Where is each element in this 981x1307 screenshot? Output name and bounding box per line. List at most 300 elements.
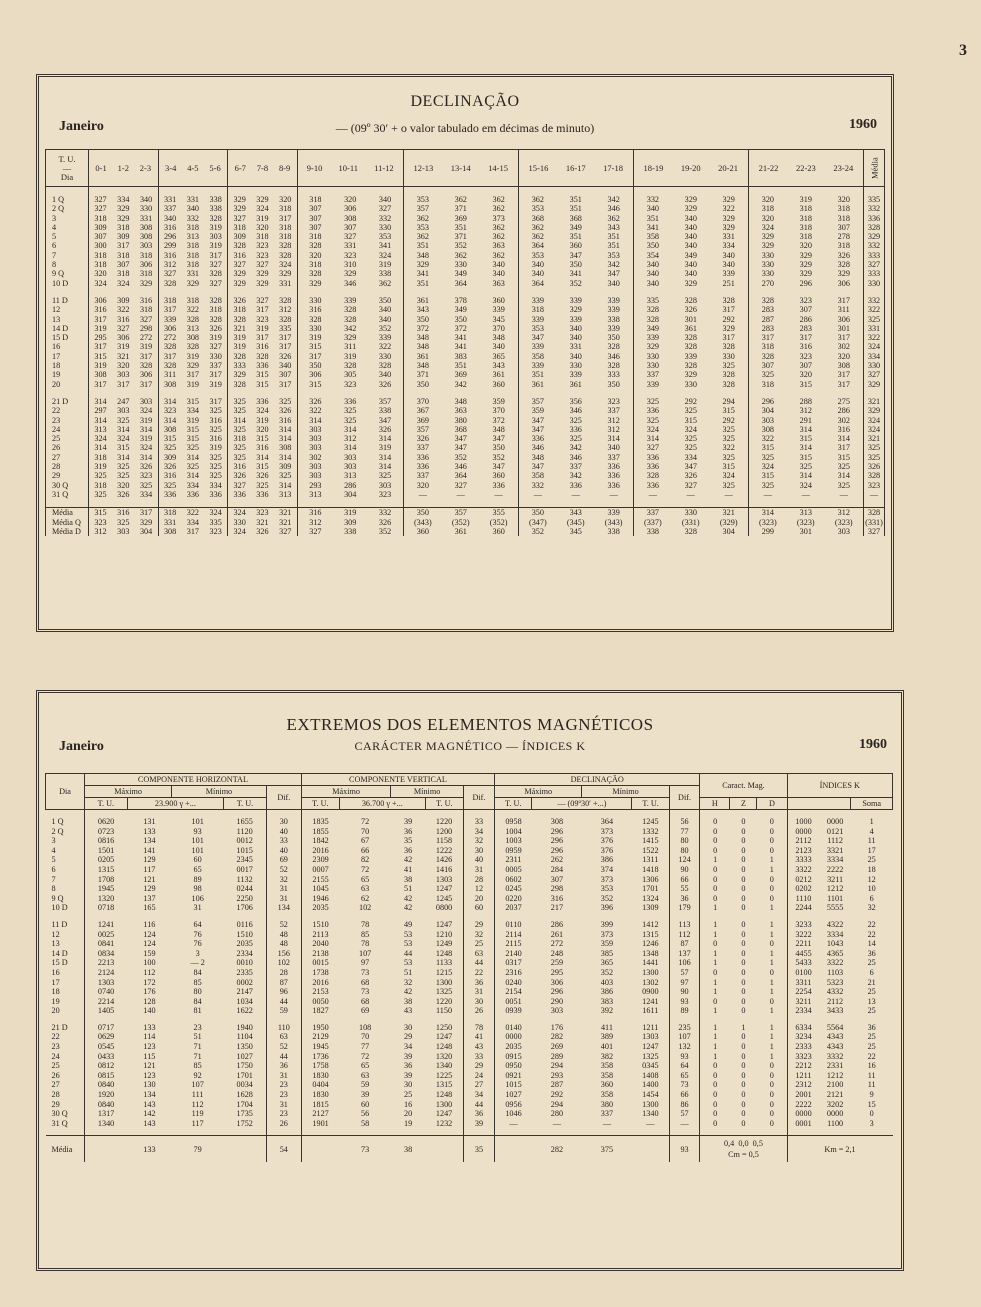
day-row xyxy=(46,305,885,314)
day-row xyxy=(46,443,885,452)
value-cell: 319 xyxy=(209,333,222,343)
value-cell: 327 xyxy=(209,278,222,288)
value-cell: 309 xyxy=(117,295,130,305)
day-label: 31 Q xyxy=(46,490,89,499)
value-cell: 31 xyxy=(193,903,202,913)
declination-month: Janeiro xyxy=(59,119,104,134)
day-label: 29 xyxy=(46,471,89,480)
hour-label: 7-8 xyxy=(256,163,269,173)
value-cell: 85 xyxy=(361,929,370,939)
value-cell: 0 xyxy=(769,939,774,949)
value-cell: 319 xyxy=(228,342,252,351)
value-cell: 353 xyxy=(518,251,557,260)
value-cell: 318 xyxy=(89,214,113,223)
value-cell: 306 xyxy=(158,324,182,333)
value-cell: 360 xyxy=(492,379,505,389)
value-cell: — xyxy=(495,1119,532,1129)
carac-d: D xyxy=(757,798,787,810)
value-cell: 350 xyxy=(403,380,442,389)
value-cell: 0 xyxy=(769,996,774,1006)
value-cell: 329 xyxy=(684,195,697,204)
value-cell: 341 xyxy=(633,223,672,232)
value-cell: 322 xyxy=(117,305,130,315)
value-cell: 315 xyxy=(722,462,735,472)
value-cell: 123 xyxy=(143,1042,156,1052)
value-cell: 319 xyxy=(89,324,113,333)
value-cell: 30 xyxy=(463,997,494,1007)
day-row xyxy=(46,223,885,232)
indices-blank xyxy=(787,798,851,810)
value-cell: 386 xyxy=(600,987,614,997)
day-row xyxy=(46,416,885,425)
value-cell: 328 xyxy=(633,471,672,480)
value-cell: 4332 xyxy=(826,987,844,997)
day-label: Média xyxy=(46,508,89,518)
value-cell: 338 xyxy=(378,269,392,279)
value-cell: 326 xyxy=(378,424,392,434)
value-cell: 1015 xyxy=(495,1080,532,1090)
value-cell: 2214 xyxy=(85,997,128,1007)
value-cell: 0000 xyxy=(826,1109,844,1119)
value-cell: 4 xyxy=(869,826,874,836)
value-cell: 33 xyxy=(463,1052,494,1062)
value-cell: 340 xyxy=(633,260,672,269)
value-cell: 329 xyxy=(864,406,885,415)
value-cell: 0 xyxy=(769,1118,774,1128)
value-cell: 129 xyxy=(143,855,156,865)
value-cell: 1027 xyxy=(495,1090,532,1100)
value-cell: 32 xyxy=(266,875,301,885)
value-cell: 66 xyxy=(669,1090,700,1100)
value-cell: 351 xyxy=(569,195,582,204)
value-cell: 346 xyxy=(607,204,620,214)
day-label: 23 xyxy=(46,416,89,425)
value-cell: 396 xyxy=(600,903,614,913)
day-label: 1 Q xyxy=(46,195,89,204)
value-cell: 368 xyxy=(454,424,467,434)
value-cell: 1 xyxy=(700,1006,730,1016)
value-cell: 78 xyxy=(463,1023,494,1033)
day-row xyxy=(46,315,885,324)
value-cell: 347 xyxy=(454,443,467,453)
value-cell: 322 xyxy=(748,434,787,443)
day-label: 28 xyxy=(51,1090,60,1100)
value-cell: 323 xyxy=(158,406,182,415)
value-cell: 326 xyxy=(228,471,252,480)
value-cell: 318 xyxy=(139,269,153,279)
day-row xyxy=(46,1100,893,1110)
value-cell: 293 xyxy=(297,481,333,490)
value-cell: 296 xyxy=(550,987,564,997)
day-row xyxy=(46,817,893,827)
value-cell: 1405 xyxy=(85,1006,128,1016)
value-cell: 368 xyxy=(569,213,582,223)
value-cell: 1340 xyxy=(642,1109,659,1119)
value-cell: 1249 xyxy=(435,939,453,949)
value-cell: 1303 xyxy=(642,1032,659,1042)
value-cell: — xyxy=(602,1118,612,1128)
value-cell: 52 xyxy=(266,865,301,875)
value-cell: 385 xyxy=(600,948,614,958)
value-cell: 1003 xyxy=(495,836,532,846)
value-cell: 325 xyxy=(209,471,222,481)
value-cell: 102 xyxy=(266,958,301,968)
value-cell: 326 xyxy=(209,323,222,333)
value-cell: 320 xyxy=(748,214,787,223)
value-cell: 318 xyxy=(748,204,787,213)
value-cell: 325 xyxy=(228,443,252,452)
value-cell: 323 xyxy=(864,481,885,490)
value-cell: 1835 xyxy=(301,817,339,827)
day-label: 23 xyxy=(51,1042,60,1052)
value-cell: 269 xyxy=(550,1042,564,1052)
value-cell: 329 xyxy=(117,204,130,214)
value-cell: 2040 xyxy=(301,939,339,949)
value-cell: 0034 xyxy=(236,1080,253,1090)
value-cell: 0051 xyxy=(495,997,532,1007)
value-cell: 328 xyxy=(158,279,182,288)
value-cell: 23 xyxy=(266,1080,301,1090)
value-cell: 383 xyxy=(454,351,467,361)
value-cell: 325 xyxy=(279,471,292,481)
value-cell: 42 xyxy=(404,855,413,865)
value-cell: 15 xyxy=(867,1099,876,1109)
value-cell: 316 xyxy=(256,443,269,453)
value-cell: 1 xyxy=(769,1042,774,1052)
value-cell: (352) xyxy=(451,517,470,527)
value-cell: 78 xyxy=(361,939,370,949)
value-cell: 2113 xyxy=(301,930,339,940)
value-cell: 350 xyxy=(607,379,620,389)
value-cell: 0 xyxy=(769,893,774,903)
value-cell: 316 xyxy=(228,462,252,471)
value-cell: 316 xyxy=(279,415,292,425)
value-cell: 347 xyxy=(518,333,557,342)
value-cell: 1340 xyxy=(435,1061,453,1071)
value-cell: 314 xyxy=(158,416,182,425)
value-cell: 318 xyxy=(89,453,113,462)
value-cell: 351 xyxy=(403,279,442,288)
value-cell: 117 xyxy=(143,864,156,874)
value-cell: 360 xyxy=(569,241,582,251)
value-cell: 318 xyxy=(158,296,182,305)
value-cell: 320 xyxy=(256,424,269,434)
value-cell: 331 xyxy=(722,232,735,242)
value-cell: 0244 xyxy=(236,884,253,894)
value-cell: 328 xyxy=(722,370,735,380)
value-cell: 140 xyxy=(143,1006,156,1016)
value-cell: 296 xyxy=(799,278,812,288)
value-cell: 321 xyxy=(864,397,885,406)
value-cell: 318 xyxy=(297,195,333,204)
value-cell: 348 xyxy=(403,361,442,370)
day-label: 24 xyxy=(46,425,89,434)
value-cell: 329 xyxy=(117,213,130,223)
hour-group-1 xyxy=(89,150,159,187)
value-cell: 314 xyxy=(799,443,812,453)
value-cell: 58 xyxy=(361,1118,370,1128)
value-cell: 1706 xyxy=(236,903,253,913)
value-cell: 1628 xyxy=(236,1090,253,1100)
value-cell: 11 xyxy=(867,1080,876,1090)
value-cell: 43 xyxy=(404,1006,413,1016)
value-cell: 0 xyxy=(700,1100,730,1110)
value-cell: 317 xyxy=(256,305,269,315)
value-cell: 2334 xyxy=(787,1006,819,1016)
value-cell: 372 xyxy=(454,323,467,333)
value-cell: 0 xyxy=(700,1071,730,1081)
value-cell: 314 xyxy=(748,508,787,518)
value-cell: 333 xyxy=(607,370,620,380)
value-cell: 93 xyxy=(193,826,202,836)
value-cell: 362 xyxy=(403,214,442,223)
value-cell: 6 xyxy=(869,967,874,977)
value-cell: 87 xyxy=(266,978,301,988)
value-cell: 365 xyxy=(600,958,614,968)
value-cell: 2121 xyxy=(826,1090,844,1100)
value-cell: 351 xyxy=(454,222,467,232)
value-cell: 329 xyxy=(228,279,252,288)
day-label: 4 xyxy=(46,223,89,232)
value-cell: 0840 xyxy=(85,1080,128,1090)
value-cell: 327 xyxy=(633,443,672,452)
value-cell: 319 xyxy=(378,443,392,453)
value-cell: 332 xyxy=(378,213,392,223)
value-cell: 0220 xyxy=(495,894,532,904)
value-cell: 352 xyxy=(569,278,582,288)
value-cell: 352 xyxy=(454,452,467,462)
value-cell: 308 xyxy=(89,370,113,379)
value-cell: 2016 xyxy=(301,978,339,988)
value-cell: 1248 xyxy=(435,1042,453,1052)
value-cell: 314 xyxy=(279,434,292,444)
day-row xyxy=(46,260,885,269)
value-cell: 325 xyxy=(684,406,697,416)
value-cell: 25 xyxy=(867,1006,876,1016)
value-cell: 347 xyxy=(518,425,557,434)
day-label: 10 D xyxy=(46,279,89,288)
value-cell: 301 xyxy=(799,526,812,536)
value-cell: 31 xyxy=(463,865,494,875)
value-cell: 42 xyxy=(404,893,413,903)
value-cell: 318 xyxy=(117,250,130,260)
value-cell: 3 xyxy=(869,1118,874,1128)
value-cell: 358 xyxy=(600,1090,614,1100)
value-cell: 0317 xyxy=(495,958,532,968)
value-cell: 0 xyxy=(741,1080,746,1090)
value-cell: 363 xyxy=(492,241,505,251)
value-cell: 39 xyxy=(404,1051,413,1061)
value-cell: 330 xyxy=(864,279,885,288)
value-cell: 1 xyxy=(700,1042,730,1052)
value-cell: 370 xyxy=(492,406,505,416)
day-row xyxy=(46,1109,893,1119)
value-cell: 325 xyxy=(748,481,787,490)
value-cell: 39 xyxy=(404,817,413,826)
value-cell: 325 xyxy=(256,480,269,490)
value-cell: 100 xyxy=(143,958,156,968)
value-cell: 329 xyxy=(228,204,252,213)
summary-row xyxy=(46,527,885,536)
value-cell: 0 xyxy=(741,1090,746,1100)
value-cell: 320 xyxy=(279,195,292,204)
value-cell: 360 xyxy=(492,295,505,305)
value-cell: 1340 xyxy=(85,1119,128,1129)
value-cell: 107 xyxy=(358,948,372,958)
value-cell: 318 xyxy=(117,222,130,232)
value-cell: 0 xyxy=(741,1118,746,1128)
day-label: Média D xyxy=(46,527,89,536)
value-cell: 11 xyxy=(867,1070,876,1080)
value-cell: 348 xyxy=(492,333,505,343)
value-cell: 0 xyxy=(700,894,730,904)
value-cell: 311 xyxy=(158,370,182,379)
value-cell: 329 xyxy=(256,278,269,288)
value-cell: 303 xyxy=(117,370,130,380)
value-cell: 73 xyxy=(669,1080,700,1090)
value-cell: 0620 xyxy=(85,817,128,827)
value-cell: 2311 xyxy=(495,855,532,865)
value-cell: 348 xyxy=(454,396,467,406)
value-cell: 1 xyxy=(700,903,730,913)
value-cell: 318 xyxy=(89,481,113,490)
value-cell: 323 xyxy=(344,250,357,260)
value-cell: 296 xyxy=(550,826,564,836)
value-cell: 317 xyxy=(89,342,113,351)
value-cell: 2211 xyxy=(787,939,819,949)
value-cell: 362 xyxy=(492,250,505,260)
value-cell: 0629 xyxy=(85,1032,128,1042)
value-cell: 24 xyxy=(463,1071,494,1081)
value-cell: 320 xyxy=(799,370,812,380)
value-cell: 115 xyxy=(143,1051,156,1061)
value-cell: 313 xyxy=(787,508,825,518)
value-cell: 62 xyxy=(361,893,370,903)
value-cell: 0 xyxy=(700,875,730,885)
day-row xyxy=(46,241,885,250)
hour-label: 9-10 xyxy=(306,163,323,173)
value-cell: 327 xyxy=(139,314,153,324)
value-cell: 2016 xyxy=(301,846,339,856)
value-cell: 33 xyxy=(463,817,494,827)
value-cell: 2114 xyxy=(495,930,532,940)
value-cell: 1306 xyxy=(642,874,659,884)
value-cell: 1701 xyxy=(236,1070,253,1080)
col-media: Média xyxy=(864,150,885,187)
value-cell: (352) xyxy=(489,517,508,527)
value-cell: 351 xyxy=(403,241,442,250)
day-label: 11 D xyxy=(51,919,68,929)
value-cell: 303 xyxy=(748,416,787,425)
value-cell: 336 xyxy=(403,462,442,471)
value-cell: 340 xyxy=(684,232,697,242)
value-cell: 283 xyxy=(748,324,787,333)
value-cell: 309 xyxy=(228,232,252,241)
value-cell: 329 xyxy=(864,232,885,241)
value-cell: 1325 xyxy=(642,1051,659,1061)
value-cell: 143 xyxy=(143,1099,156,1109)
value-cell: 317 xyxy=(117,241,130,251)
value-cell: 323 xyxy=(256,241,269,251)
value-cell: 326 xyxy=(279,406,292,416)
value-cell: 0012 xyxy=(236,836,253,846)
value-cell: 316 xyxy=(209,415,222,425)
value-cell: 2035 xyxy=(495,1042,532,1052)
value-cell: 329 xyxy=(864,380,885,389)
value-cell: 347 xyxy=(569,250,582,260)
day-label: 10 D xyxy=(51,903,68,913)
hour-group-7 xyxy=(633,150,748,187)
value-cell: 60 xyxy=(361,1099,370,1109)
value-cell: 329 xyxy=(186,278,199,288)
value-cell: 317 xyxy=(89,380,113,389)
value-cell: 299 xyxy=(158,241,182,250)
value-cell: 0 xyxy=(700,827,730,837)
value-cell: 36 xyxy=(404,826,413,836)
value-cell: 334 xyxy=(684,452,697,462)
value-cell: 0 xyxy=(741,836,746,846)
value-cell: 56 xyxy=(361,1109,370,1119)
value-cell: 324 xyxy=(89,279,113,288)
value-cell: 371 xyxy=(454,204,467,214)
day-label: 20 xyxy=(51,1006,60,1016)
value-cell: 283 xyxy=(799,323,812,333)
value-cell: 329 xyxy=(684,204,697,214)
value-cell: 85 xyxy=(193,1061,202,1071)
summary-v-dif: 35 xyxy=(463,1136,494,1163)
value-cell: 357 xyxy=(442,508,480,518)
value-cell: 318 xyxy=(209,305,222,315)
value-cell: 329 xyxy=(297,279,333,288)
value-cell: 329 xyxy=(139,517,153,527)
day-label: 9 Q xyxy=(51,893,64,903)
value-cell: 315 xyxy=(117,443,130,453)
value-cell: 303 xyxy=(297,434,333,443)
value-cell: 31 xyxy=(266,1100,301,1110)
value-cell: 328 xyxy=(344,361,357,371)
value-cell: 329 xyxy=(799,269,812,279)
h-max-header: Máximo xyxy=(85,786,172,798)
value-cell: 327 xyxy=(209,260,222,270)
day-row xyxy=(46,279,885,288)
value-cell: 322 xyxy=(864,305,885,314)
value-cell: 328 xyxy=(684,361,697,371)
value-cell: 68 xyxy=(361,977,370,987)
value-cell: 80 xyxy=(669,846,700,856)
value-cell: 297 xyxy=(89,406,113,415)
value-cell: 319 xyxy=(139,434,153,444)
value-cell: 4322 xyxy=(826,919,844,929)
value-cell: 325 xyxy=(344,406,357,416)
value-cell: 315 xyxy=(186,434,199,444)
value-cell: 317 xyxy=(825,380,864,389)
value-cell: 10 xyxy=(867,884,876,894)
value-cell: 336 xyxy=(403,453,442,462)
value-cell: 325 xyxy=(209,462,222,472)
value-cell: 314 xyxy=(186,471,199,481)
value-cell: 89 xyxy=(669,1006,700,1016)
value-cell: 349 xyxy=(684,250,697,260)
value-cell: 2213 xyxy=(85,958,128,968)
value-cell: 319 xyxy=(186,379,199,389)
value-cell: 320 xyxy=(748,195,787,204)
value-cell: 314 xyxy=(279,452,292,462)
value-cell: 337 xyxy=(569,462,582,472)
value-cell: 0 xyxy=(741,948,746,958)
value-cell: 36 xyxy=(669,894,700,904)
value-cell: 336 xyxy=(518,434,557,443)
value-cell: 318 xyxy=(186,295,199,305)
